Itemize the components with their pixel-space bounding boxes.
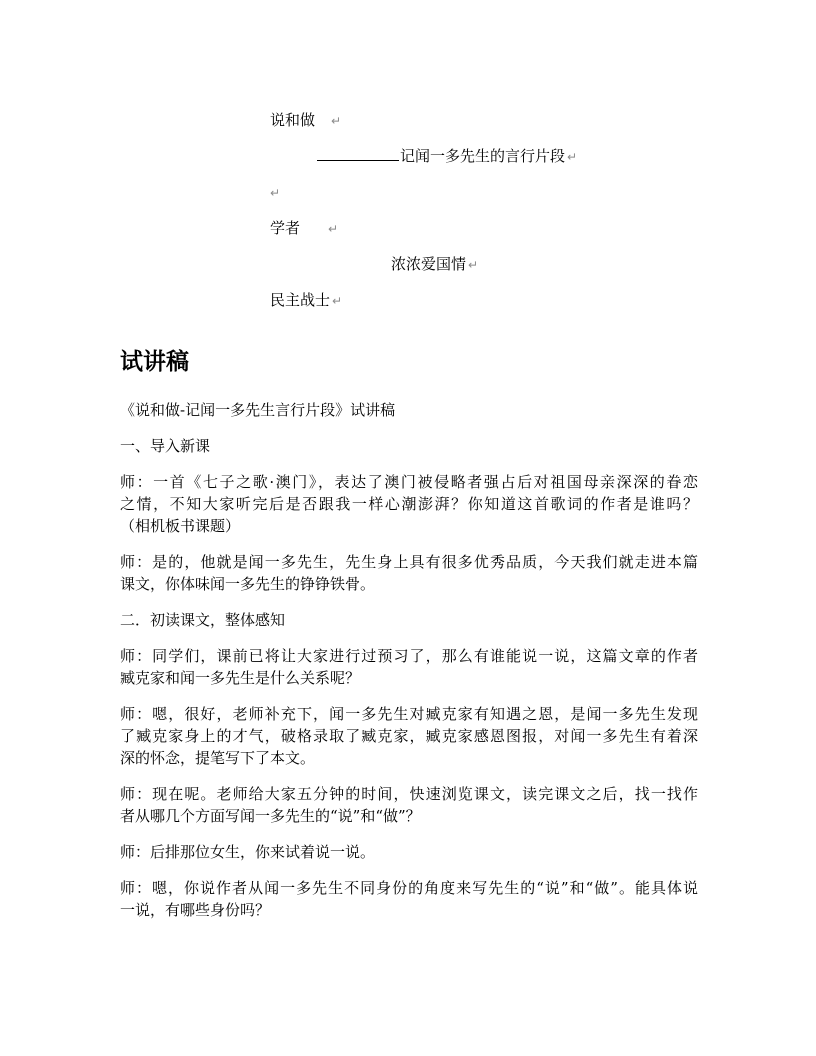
paragraph-reading-task bbox=[120, 783, 698, 827]
paragraph-mark-icon: ↵ bbox=[331, 114, 342, 128]
paragraph-line: 臧克家和闻一多先生是什么关系呢？ bbox=[120, 669, 361, 687]
board-empty-line bbox=[268, 182, 280, 203]
paragraph-line: 课文，你体味闻一多先生的铮铮铁骨。 bbox=[120, 575, 376, 593]
page-heading: 试讲稿 bbox=[120, 349, 189, 375]
board-subtitle-text: 记闻一多先生的言行片段 bbox=[400, 147, 566, 165]
board-democrat bbox=[270, 290, 342, 311]
section-heading-reading: 二．初读课文，整体感知 bbox=[120, 611, 286, 629]
paragraph-line: 师：嗯，你说作者从闻一多先生不同身份的角度来写先生的“说”和“做”。能具体说 bbox=[120, 879, 698, 897]
paragraph-mark-icon: ↵ bbox=[468, 258, 479, 272]
paragraph-line: 者从哪几个方面写闻一多先生的“说”和“做”？ bbox=[120, 807, 421, 825]
board-scholar-text: 学者 bbox=[270, 219, 301, 237]
paragraph-line: 之情，不知大家听完后是否跟我一样心潮澎湃？你知道这首歌词的作者是谁吗？ bbox=[120, 495, 698, 513]
board-patriot bbox=[391, 254, 478, 275]
paragraph-identity-question bbox=[120, 877, 698, 921]
paragraph-teacher-supplement bbox=[120, 703, 698, 769]
paragraph-mark-icon: ↵ bbox=[332, 294, 343, 308]
fill-blank bbox=[317, 146, 399, 161]
paragraph-mark-icon: ↵ bbox=[328, 222, 339, 236]
document-title: 《说和做-记闻一多先生言行片段》试讲稿 bbox=[120, 401, 396, 419]
paragraph-mark-icon: ↵ bbox=[270, 186, 281, 200]
paragraph-line: 师：现在呢。老师给大家五分钟的时间，快速浏览课文，读完课文之后，找一找作 bbox=[120, 785, 698, 803]
paragraph-line: （相机板书课题） bbox=[120, 517, 241, 535]
board-title-text: 说和做 bbox=[270, 111, 316, 129]
board-democrat-text: 民主战士 bbox=[270, 291, 331, 309]
board-patriot-text: 浓浓爱国情 bbox=[391, 255, 467, 273]
section-heading-intro: 一、导入新课 bbox=[120, 437, 211, 455]
paragraph-line: 一说，有哪些身份吗？ bbox=[120, 901, 271, 919]
paragraph-line: 师：同学们，课前已将让大家进行过预习了，那么有谁能说一说，这篇文章的作者 bbox=[120, 647, 698, 665]
paragraph-relationship-question bbox=[120, 645, 698, 689]
paragraph-line: 师：一首《七子之歌·澳门》，表达了澳门被侵略者强占后对祖国母亲深深的眷恋 bbox=[120, 473, 698, 491]
board-title bbox=[270, 110, 341, 131]
paragraph-mark-icon: ↵ bbox=[567, 150, 578, 164]
paragraph-call-student: 师：后排那位女生，你来试着说一说。 bbox=[120, 843, 376, 861]
board-scholar bbox=[270, 218, 338, 239]
paragraph-line: 师：嗯，很好，老师补充下，闻一多先生对臧克家有知遇之恩，是闻一多先生发现 bbox=[120, 705, 698, 723]
paragraph-line: 深的怀念，提笔写下了本文。 bbox=[120, 749, 316, 767]
board-subtitle bbox=[317, 146, 577, 167]
paragraph-line: 了臧克家身上的才气，破格录取了臧克家，臧克家感恩图报，对闻一多先生有着深 bbox=[120, 727, 698, 745]
paragraph-intro-poem bbox=[120, 471, 698, 537]
paragraph-introduce-author bbox=[120, 551, 698, 595]
paragraph-line: 师：是的，他就是闻一多先生，先生身上具有很多优秀品质，今天我们就走进本篇 bbox=[120, 553, 698, 571]
